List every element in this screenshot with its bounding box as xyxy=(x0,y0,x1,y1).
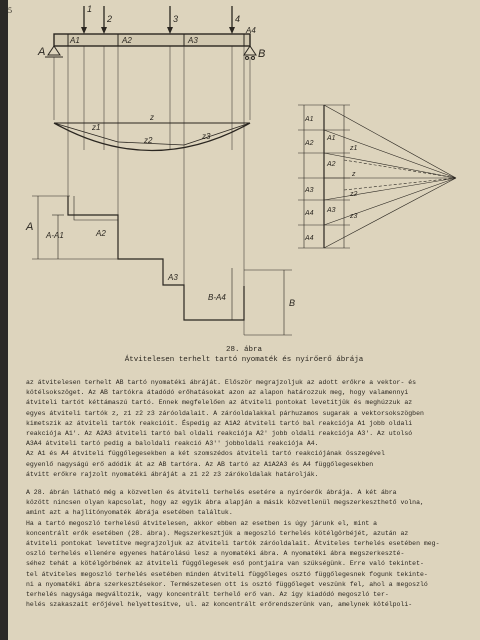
shear-label: A xyxy=(26,221,34,233)
text-line: reakciója A1'. Az A2A3 átviteli tartó bal oldali reakciója A2' jobb oldali reakciója A3'. Az utolsó xyxy=(26,430,413,438)
text-line: helés szakaszait erőjével helyettesítve, ul. az koncentrált erőrendszerünk van, amelynek kötélpoli- xyxy=(26,601,413,609)
book-page xyxy=(8,0,480,640)
text-line: séhez tehát a kötélgörbének az átviteli függőlegesek eső pontjaira van szükségünk. Erre való tekintet- xyxy=(26,560,424,568)
text-line: átviteli tartót kéttámaszú tartó. Ennek megfelelően az átviteli pontokat levetítjük és meghúzzuk az xyxy=(26,399,413,407)
text-line: koncentrált erők esetében (28. ábra). Megszerkesztjük a megoszló terhelés kötélgörbéjét, azután az xyxy=(26,529,409,537)
text-line: egyenlő nagyságú erő adódik át az AB tartóra. Az AB tartó az A1A2A3 és A4 függőlegesekben xyxy=(26,460,374,468)
support-b xyxy=(244,46,256,55)
ray-label: z3 xyxy=(350,213,358,220)
closing-line-label: z1 xyxy=(92,123,101,132)
text-line: oszló terhelés ellenére egyenes határolású lesz a nyomatéki ábra. A nyomatéki ábra megszerkeszté- xyxy=(26,550,405,558)
polygon-label: A3 xyxy=(327,207,336,214)
beam xyxy=(54,34,250,46)
text-line: egyes átviteli tartók z, z1 z2 z3 záróoldalait. A záróoldalakkal párhuzamos sugarak a vektorsokszögben xyxy=(26,409,424,417)
text-line: között nincsen olyan kapcsolat, hogy az egyik ábra alapján a másik közvetlenül megszerkeszthető volna, xyxy=(26,499,424,507)
support-b-roller xyxy=(246,57,249,60)
moment-chord-z1 xyxy=(54,123,118,142)
support-label: B xyxy=(258,48,266,60)
text-line: kötélsokszöget. Az AB tartókra átadódó erőhatásokat azon az alapon határozzuk meg, hogy valamennyi xyxy=(26,389,409,397)
figure-number: 28. ábra xyxy=(225,346,262,354)
segment-label: A2 xyxy=(122,36,132,45)
shear-label: B xyxy=(289,298,296,308)
text-line: átviteli pontokat levetítve megrajzoljuk az átviteli tartók záróoldalait. Átviteles terhelés esetében meg- xyxy=(26,540,440,548)
ray-label: z1 xyxy=(350,145,358,152)
segment-label: A1 xyxy=(70,36,80,45)
closing-line-label: z3 xyxy=(202,132,211,141)
body-text xyxy=(26,378,474,610)
force-label: 1 xyxy=(87,4,93,14)
text-line: Az A1 és A4 átviteli függőlegesekben a két szomszédos átviteli tartó reakciójának összegével xyxy=(26,450,385,458)
shear-label: A-A1 xyxy=(46,231,64,240)
text-line: átvitt erőkre rajzolt nyomatéki ábráját a z1 z2 z3 zárókoldalak határolják. xyxy=(26,470,319,478)
page-edge-mark: 5 xyxy=(8,6,12,15)
polygon-label: A1 xyxy=(327,135,336,142)
shear-label: A3 xyxy=(168,273,178,282)
polygon-label: A2 xyxy=(327,161,336,168)
segment-label: A4 xyxy=(246,26,256,35)
shear-step-inner xyxy=(74,196,118,220)
text-line: ni a nyomatéki ábra szerkesztésekor. Természetesen ott is osztó függőleget veszünk fel, ahol a megoszló xyxy=(26,580,428,588)
force-label: 2 xyxy=(107,14,113,24)
force-label: 3 xyxy=(173,14,179,24)
ray-label: z2 xyxy=(350,191,358,198)
figure-28 xyxy=(8,0,480,345)
closing-line-label: z xyxy=(150,113,154,122)
text-line: A 28. ábrán látható még a közvetlen és átviteli terhelés esetére a nyíróerők ábrája. A két ábra xyxy=(26,489,397,497)
text-line: amint azt a hajlítónyomaték ábrája esetében találtuk. xyxy=(26,509,233,517)
segment-label: A3 xyxy=(188,36,198,45)
figure-caption: Átvitelesen terhelt tartó nyomaték és nyírőerő ábrája xyxy=(124,356,364,364)
polygon-label: A3 xyxy=(305,187,314,194)
text-line: az átvitelesen terhelt AB tartó nyomatéki ábráját. Először megrajzoljuk az adott erőkre a vektor- és xyxy=(26,379,417,386)
text-line: tel átviteles megoszló terhelés esetében minden átviteli függőleges osztó függőlegesnek fogunk tekinte- xyxy=(26,570,428,578)
text-line: Ha a tartó megoszló terhelésű átvitelesen, akkor ebben az esetben is úgy járunk el, mint a xyxy=(26,519,378,527)
moment-chord-z3 xyxy=(184,123,250,145)
force-label: 4 xyxy=(235,14,241,24)
closing-line-label: z2 xyxy=(144,136,153,145)
support-label: A xyxy=(38,46,46,58)
shear-label: B-A4 xyxy=(208,293,226,302)
polygon-label: A4 xyxy=(305,235,314,242)
text-line: terhelés nagysága megváltozik, vagy koncentrált terhelő erő van. Az így kiadódó megoszló ter- xyxy=(26,591,389,599)
polygon-label: A1 xyxy=(305,116,314,123)
support-a xyxy=(48,46,60,55)
shear-label: A2 xyxy=(96,229,106,238)
ray-label: z xyxy=(352,171,356,178)
text-line: kimetszik az átviteli tartók reakcióit. Éspedig az A1A2 átviteli tartó bal reakciója A1 jobb oldali xyxy=(26,419,413,427)
support-b-roller xyxy=(252,57,255,60)
text-line: A3A4 átviteli tartó pedig a baloldali reakció A3'' jobboldali reakciója A4. xyxy=(26,440,319,448)
polygon-label: A4 xyxy=(305,210,314,217)
polygon-label: A2 xyxy=(305,140,314,147)
